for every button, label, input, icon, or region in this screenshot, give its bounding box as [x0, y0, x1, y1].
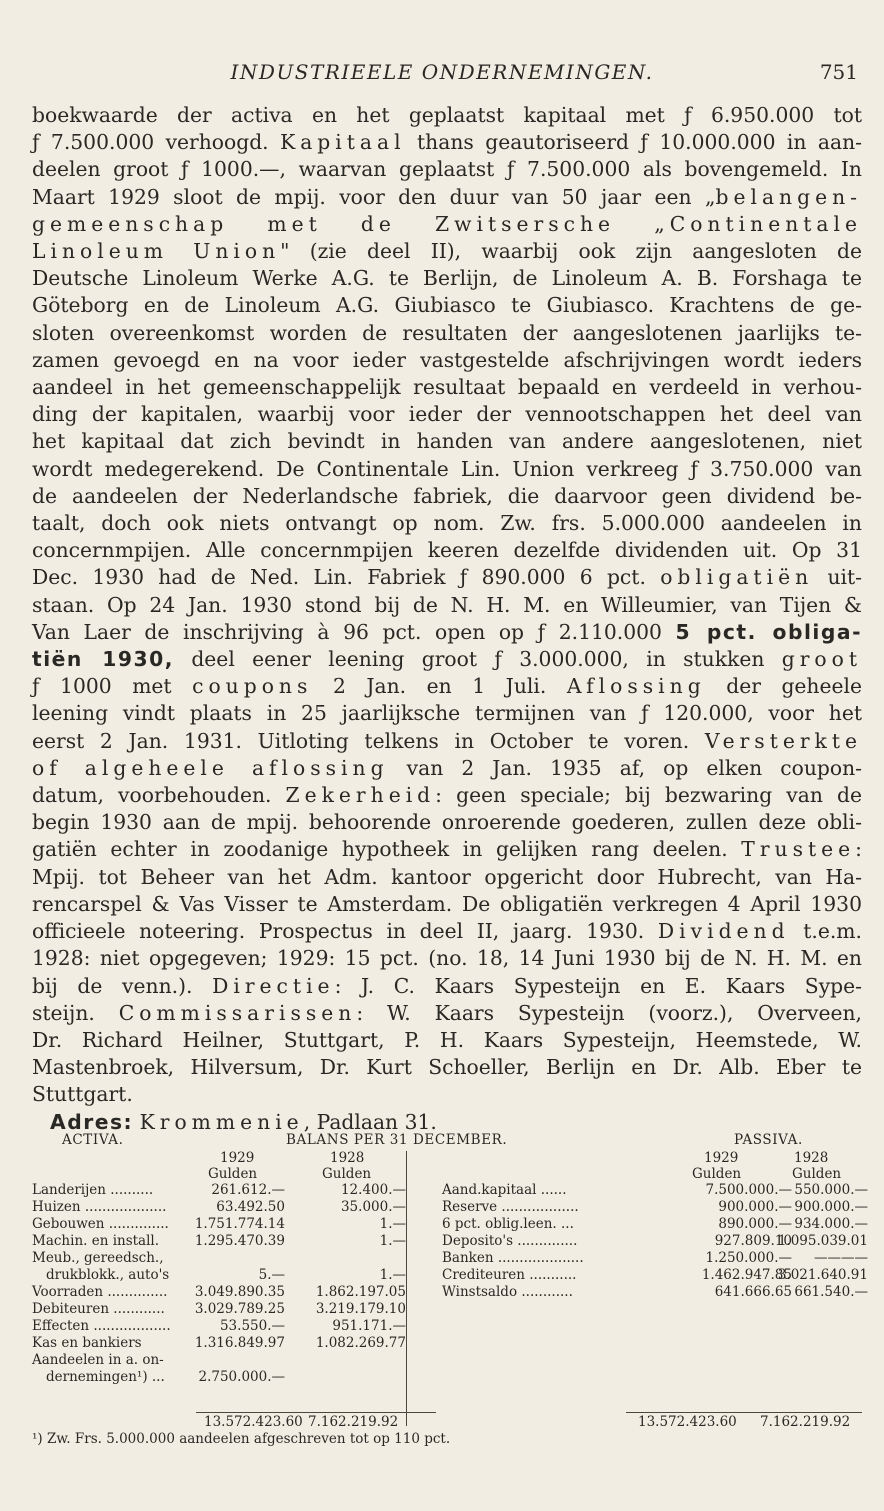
- text-segment: ding der kapitalen, waarbij voor ieder der vennootschappen het deel van: [32, 402, 862, 427]
- passiva-label-cell: Reserve ..................: [442, 1199, 579, 1215]
- text-line: [32, 265, 862, 292]
- total-activa-1929: 13.572.423.60: [204, 1414, 303, 1430]
- text-segment: Van Laer de inschrijving à 96 pct. open op ƒ 2.110.000: [32, 619, 676, 644]
- text-segment: Maart 1929 sloot de mpij. voor den duur van 50 jaar een „: [32, 184, 716, 209]
- activa-1929-cell: 1.295.470.39: [194, 1233, 285, 1249]
- text-segment: 1928: niet opgegeven; 1929: 15 pct. (no. 18, 14 Juni 1930 bij de N. H. M. en: [32, 946, 862, 971]
- spaced-term: Kapitaal: [280, 130, 406, 155]
- activa-1929-cell: 5.—: [258, 1267, 285, 1283]
- text-line: [32, 102, 862, 129]
- text-line: [32, 973, 862, 1000]
- text-line: [32, 401, 862, 428]
- spaced-term: Trustee: [741, 837, 856, 862]
- passiva-label-cell: Crediteuren ...........: [442, 1267, 577, 1283]
- text-line: [32, 537, 862, 564]
- text-segment: : geen speciale; bij bezwaring van de: [435, 783, 862, 808]
- text-segment: : J. C. Kaars Sypesteijn en E. Kaars Sype-: [334, 973, 862, 998]
- text-segment: der geheele: [705, 674, 862, 699]
- passiva-label-cell: Deposito's ..............: [442, 1233, 578, 1249]
- activa-label-cell: Huizen ...................: [32, 1199, 167, 1215]
- table-row: [32, 1318, 862, 1335]
- unit-1929-activa: Gulden: [208, 1166, 258, 1182]
- passiva-label: PASSIVA.: [734, 1132, 803, 1148]
- spaced-term: gemeenschap met de Zwitsersche „Continentale: [32, 211, 862, 236]
- passiva-1929-cell: 900.000.—: [718, 1199, 792, 1215]
- text-segment: :: [855, 837, 862, 862]
- spaced-term: groot: [781, 647, 862, 672]
- page-number: 751: [819, 60, 858, 84]
- unit-1928-passiva: Gulden: [792, 1166, 842, 1182]
- activa-1928-cell: 1.082.269.77: [315, 1335, 406, 1351]
- text-line: [32, 211, 862, 238]
- passiva-total-rule: [626, 1412, 862, 1413]
- totals-row: [32, 1414, 862, 1432]
- passiva-1929-cell: 7.500.000.—: [705, 1182, 792, 1198]
- spaced-term: Aflossing: [566, 674, 706, 699]
- text-segment: ƒ 1000 met: [32, 674, 193, 699]
- text-segment: zamen gevoegd en na voor ieder vastgestelde afschrijvingen wordt ieders: [32, 347, 862, 372]
- text-line: [32, 673, 862, 700]
- text-segment: taalt, doch ook niets ontvangt op nom. Zw. frs. 5.000.000 aandeelen in: [32, 511, 862, 536]
- text-segment: leening vindt plaats in 25 jaarlijksche termijnen van ƒ 120.000, voor het: [32, 701, 862, 726]
- passiva-1929-cell: 641.666.65: [714, 1284, 792, 1300]
- activa-label-cell: Aandeelen in a. on-: [32, 1352, 164, 1368]
- activa-1928-cell: 3.219.179.10: [315, 1301, 406, 1317]
- text-line: [32, 1081, 862, 1108]
- text-segment: 2 Jan. en 1 Juli.: [312, 674, 567, 699]
- text-line: [32, 320, 862, 347]
- text-segment: Mpij. tot Beheer van het Adm. kantoor opgericht door Hubrecht, van Ha-: [32, 864, 862, 889]
- text-line: [32, 918, 862, 945]
- balance-header: [32, 1132, 862, 1150]
- activa-label-cell: Machin. en install.: [32, 1233, 160, 1249]
- year-row: [32, 1150, 862, 1166]
- text-segment: eerst 2 Jan. 1931. Uitloting telkens in October te voren.: [32, 728, 705, 753]
- spaced-term: Linoleum Union: [32, 239, 281, 264]
- text-segment: Deutsche Linoleum Werke A.G. te Berlijn, de Linoleum A. B. Forshaga te: [32, 266, 862, 291]
- activa-total-rule: [196, 1412, 436, 1413]
- activa-1929-cell: 3.029.789.25: [194, 1301, 285, 1317]
- table-row: [32, 1352, 862, 1369]
- text-segment: datum, voorbehouden.: [32, 783, 286, 808]
- text-segment: Dr. Richard Heilner, Stuttgart, P. H. Kaars Sypesteijn, Heemstede, W.: [32, 1027, 862, 1052]
- activa-label-cell: Voorraden ..............: [32, 1284, 168, 1300]
- text-segment: officieele noteering. Prospectus in deel II, jaarg. 1930.: [32, 919, 658, 944]
- text-segment: Göteborg en de Linoleum A.G. Giubiasco te Giubiasco. Krachtens de ge-: [32, 293, 862, 318]
- text-line: [32, 428, 862, 455]
- text-line: [32, 755, 862, 782]
- passiva-1929-cell: 1.462.947.85: [701, 1267, 792, 1283]
- text-segment: deelen groot ƒ 1000.—, waarvan geplaatst ƒ 7.500.000 als bovengemeld. In: [32, 157, 862, 182]
- text-segment: boekwaarde der activa en het geplaatst kapitaal met ƒ 6.950.000 tot: [32, 103, 862, 127]
- activa-label-cell: Effecten ..................: [32, 1318, 171, 1334]
- text-segment: ƒ 7.500.000 verhoogd.: [32, 130, 281, 155]
- activa-1929-cell: 1.316.849.97: [194, 1335, 285, 1351]
- text-segment: : W. Kaars Sypesteijn (voorz.), Overveen,: [356, 1000, 862, 1025]
- balance-sheet: [32, 1132, 868, 1386]
- passiva-1929-cell: 927.809.10: [714, 1233, 792, 1249]
- table-row: [32, 1301, 862, 1318]
- text-line: [32, 292, 862, 319]
- passiva-1928-cell: 934.000.—: [794, 1216, 868, 1232]
- text-line: [32, 510, 862, 537]
- passiva-label-cell: 6 pct. oblig.leen. ...: [442, 1216, 574, 1232]
- activa-1929-cell: 53.550.—: [219, 1318, 285, 1334]
- text-segment: het kapitaal dat zich bevindt in handen van andere aangeslotenen, niet: [32, 429, 862, 454]
- passiva-1928-cell: ————: [814, 1250, 868, 1266]
- activa-1929-cell: 3.049.890.35: [194, 1284, 285, 1300]
- text-segment: van 2 Jan. 1935 af, op elken coupon-: [388, 755, 862, 780]
- activa-1928-cell: 12.400.—: [340, 1182, 406, 1198]
- activa-1929-cell: 261.612.—: [211, 1182, 285, 1198]
- text-segment: de aandeelen der Nederlandsche fabriek, die daarvoor geen dividend be-: [32, 483, 862, 508]
- text-segment: Mastenbroek, Hilversum, Dr. Kurt Schoeller, Berlijn en Dr. Alb. Eber te: [32, 1055, 862, 1080]
- text-line: [32, 646, 862, 673]
- text-segment: staan. Op 24 Jan. 1930 stond bij de N. H. M. en Willeumier, van Tijen &: [32, 592, 862, 617]
- text-segment: steijn.: [32, 1000, 119, 1025]
- text-segment: " (zie deel II), waarbij ook zijn aangesloten de: [280, 239, 863, 264]
- table-row: [32, 1267, 868, 1284]
- text-line: [32, 728, 862, 755]
- activa-label-cell: drukblokk., auto's: [46, 1267, 170, 1283]
- text-line: [32, 836, 862, 863]
- text-line: [32, 1027, 862, 1054]
- text-segment: Stuttgart.: [32, 1082, 133, 1107]
- text-line: [32, 945, 862, 972]
- passiva-1928-cell: 1.095.039.01: [777, 1233, 868, 1249]
- balance-rows: [32, 1182, 868, 1386]
- running-title: INDUSTRIEELE ONDERNEMINGEN.: [230, 60, 654, 84]
- text-segment: wordt medegerekend. De Continentale Lin. Union verkreeg ƒ 3.750.000 van: [32, 456, 862, 481]
- passiva-1928-cell: 3.021.640.91: [777, 1267, 868, 1283]
- spaced-term: Versterkte: [704, 728, 862, 753]
- address-street: , Padlaan 31.: [303, 1109, 437, 1134]
- text-line: [32, 700, 862, 727]
- spaced-term: Dividend: [657, 919, 790, 944]
- total-passiva-1928: 7.162.219.92: [760, 1414, 851, 1430]
- text-segment: sloten overeenkomst worden de resultaten der aangeslotenen jaarlijks te-: [32, 320, 862, 345]
- text-segment: t.e.m.: [789, 919, 862, 944]
- text-line: [32, 809, 862, 836]
- passiva-1928-cell: 900.000.—: [794, 1199, 868, 1215]
- spaced-term: coupons: [192, 674, 313, 699]
- text-segment: deel eener leening groot ƒ 3.000.000, in stukken: [173, 647, 782, 672]
- table-row: [32, 1250, 868, 1267]
- text-line: [32, 238, 862, 265]
- text-line: [32, 374, 862, 401]
- passiva-1928-cell: 550.000.—: [794, 1182, 868, 1198]
- passiva-label-cell: Winstsaldo ............: [442, 1284, 573, 1300]
- balance-title: BALANS PER 31 DECEMBER.: [286, 1132, 508, 1148]
- activa-1929-cell: 2.750.000.—: [198, 1369, 285, 1385]
- unit-1928-activa: Gulden: [322, 1166, 372, 1182]
- address-label: Adres:: [50, 1109, 134, 1134]
- bold-term: 5 pct. obliga-: [675, 619, 862, 644]
- total-activa-1928: 7.162.219.92: [308, 1414, 399, 1430]
- text-segment: Dec. 1930 had de Ned. Lin. Fabriek ƒ 890.000 6 pct.: [32, 565, 661, 590]
- text-segment: uit-: [813, 565, 862, 590]
- text-line: [32, 864, 862, 891]
- text-segment: concernmpijen. Alle concernmpijen keeren dezelfde dividenden uit. Op 31: [32, 538, 862, 563]
- activa-1928-cell: 1.862.197.05: [315, 1284, 406, 1300]
- passiva-1929-cell: 1.250.000.—: [705, 1250, 792, 1266]
- year-1929-activa: 1929: [220, 1150, 255, 1166]
- text-segment: thans geautoriseerd ƒ 10.000.000 in aan-: [405, 130, 862, 155]
- text-line: [32, 592, 862, 619]
- passiva-1928-cell: 661.540.—: [794, 1284, 868, 1300]
- text-segment: aandeel in het gemeenschappelijk resultaat bepaald en verdeeld in verhou-: [32, 375, 862, 400]
- activa-label: ACTIVA.: [62, 1132, 124, 1148]
- text-line: [32, 347, 862, 374]
- table-row: [32, 1233, 868, 1250]
- text-line: [32, 156, 862, 183]
- passiva-label-cell: Aand.kapitaal ......: [442, 1182, 567, 1198]
- year-1928-passiva: 1928: [794, 1150, 829, 1166]
- text-segment: begin 1930 aan de mpij. behoorende onroerende goederen, zullen deze obli-: [32, 810, 862, 835]
- total-passiva-1929: 13.572.423.60: [638, 1414, 737, 1430]
- unit-row: [32, 1166, 862, 1182]
- spaced-term: Zekerheid: [285, 783, 436, 808]
- address-city: Krommenie: [139, 1109, 304, 1134]
- activa-1928-cell: 951.171.—: [332, 1318, 406, 1334]
- bold-term: tiën 1930,: [32, 647, 174, 672]
- text-line: [32, 456, 862, 483]
- text-line: [32, 483, 862, 510]
- text-segment: bij de venn.).: [32, 973, 213, 998]
- text-line: [32, 184, 862, 211]
- text-segment: gatiën echter in zoodanige hypotheek in gelijken rang deelen.: [32, 837, 742, 862]
- page-header: [0, 60, 884, 90]
- activa-label-cell: Gebouwen ..............: [32, 1216, 169, 1232]
- table-row: [32, 1182, 868, 1199]
- column-divider: [406, 1151, 407, 1426]
- activa-label-cell: Debiteuren ............: [32, 1301, 165, 1317]
- body-text: [32, 102, 862, 1136]
- passiva-label-cell: Banken ....................: [442, 1250, 584, 1266]
- activa-label-cell: Kas en bankiers: [32, 1335, 142, 1351]
- spaced-term: of algeheele aflossing: [32, 755, 389, 780]
- table-row: [32, 1284, 868, 1301]
- text-line: [32, 891, 862, 918]
- text-line: [32, 782, 862, 809]
- activa-1928-cell: 1.—: [379, 1216, 406, 1232]
- text-segment: rencarspel & Vas Visser te Amsterdam. De obligatiën verkregen 4 April 1930: [32, 891, 862, 916]
- text-line: [32, 129, 862, 156]
- text-line: [32, 1054, 862, 1081]
- spaced-term: Commissarissen: [118, 1000, 357, 1025]
- activa-label-cell: Meub., gereedsch.,: [32, 1250, 164, 1266]
- activa-label-cell: Landerijen ..........: [32, 1182, 154, 1198]
- activa-1928-cell: 35.000.—: [340, 1199, 406, 1215]
- activa-1928-cell: 1.—: [379, 1267, 406, 1283]
- activa-1929-cell: 1.751.774.14: [194, 1216, 285, 1232]
- table-row: [32, 1199, 868, 1216]
- year-1929-passiva: 1929: [704, 1150, 739, 1166]
- activa-1928-cell: 1.—: [379, 1233, 406, 1249]
- table-row: [32, 1335, 862, 1352]
- activa-1929-cell: 63.492.50: [216, 1199, 285, 1215]
- table-row: [32, 1216, 868, 1233]
- table-row: [32, 1369, 862, 1386]
- text-line: [32, 1000, 862, 1027]
- activa-label-cell: dernemingen¹) ...: [46, 1369, 165, 1385]
- year-1928-activa: 1928: [330, 1150, 365, 1166]
- spaced-term: Directie: [212, 973, 335, 998]
- spaced-term: obligatiën: [660, 565, 814, 590]
- text-line: [32, 564, 862, 591]
- passiva-1929-cell: 890.000.—: [718, 1216, 792, 1232]
- spaced-term: belangen-: [715, 184, 862, 209]
- text-line: [32, 619, 862, 646]
- unit-1929-passiva: Gulden: [692, 1166, 742, 1182]
- footnote: ¹) Zw. Frs. 5.000.000 aandeelen afgeschreven tot op 110 pct.: [32, 1431, 451, 1447]
